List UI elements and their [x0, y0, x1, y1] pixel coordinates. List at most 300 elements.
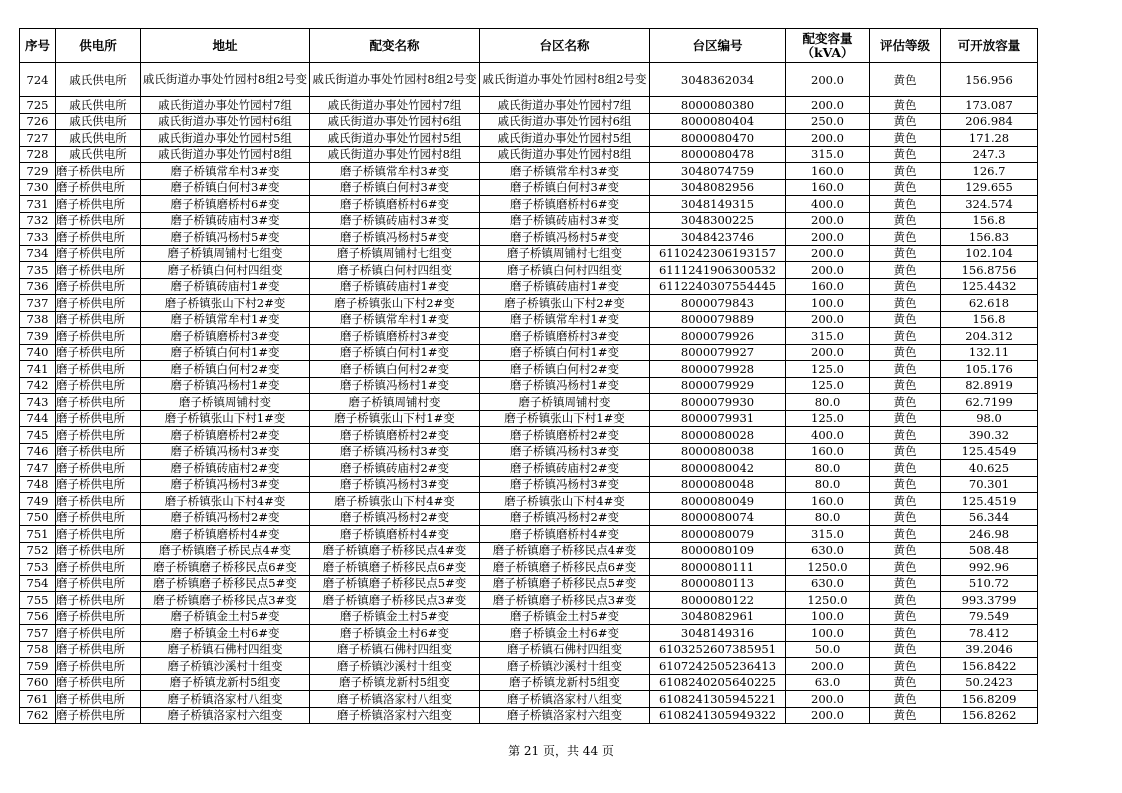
cell-open-capacity: 156.8756: [941, 262, 1038, 279]
cell-address: 磨子桥镇砖庙村1#变: [141, 278, 310, 295]
cell-area-name: 戚氏街道办事处竹园村6组: [480, 113, 650, 130]
cell-capacity: 80.0: [786, 394, 870, 411]
cell-area-id: 6112240307554445: [650, 278, 786, 295]
cell-transformer-name: 磨子桥镇冯杨村2#变: [310, 509, 480, 526]
cell-seq: 753: [20, 559, 56, 576]
cell-transformer-name: 磨子桥镇白何村3#变: [310, 179, 480, 196]
table-row: [20, 592, 1038, 609]
cell-transformer-name: 戚氏街道办事处竹园村8组2号变: [310, 63, 480, 97]
cell-open-capacity: 206.984: [941, 113, 1038, 130]
cell-open-capacity: 56.344: [941, 509, 1038, 526]
cell-address: 磨子桥镇冯杨村2#变: [141, 509, 310, 526]
cell-area-id: 8000080042: [650, 460, 786, 477]
cell-rating: 黄色: [870, 592, 941, 609]
cell-area-id: 8000080470: [650, 130, 786, 147]
cell-open-capacity: 156.956: [941, 63, 1038, 97]
cell-area-id: 8000080113: [650, 575, 786, 592]
table-row: [20, 146, 1038, 163]
table-row: [20, 542, 1038, 559]
header-row: [20, 29, 1038, 63]
cell-seq: 736: [20, 278, 56, 295]
cell-capacity: 80.0: [786, 509, 870, 526]
cell-station: 磨子桥供电所: [56, 410, 141, 427]
cell-rating: 黄色: [870, 245, 941, 262]
cell-transformer-name: 磨子桥镇砖庙村1#变: [310, 278, 480, 295]
cell-seq: 739: [20, 328, 56, 345]
cell-capacity: 315.0: [786, 328, 870, 345]
cell-area-name: 磨子桥镇常牟村1#变: [480, 311, 650, 328]
cell-capacity: 200.0: [786, 691, 870, 708]
cell-area-id: 3048423746: [650, 229, 786, 246]
cell-address: 磨子桥镇冯杨村5#变: [141, 229, 310, 246]
cell-rating: 黄色: [870, 476, 941, 493]
table-row: [20, 278, 1038, 295]
cell-capacity: 200.0: [786, 97, 870, 114]
header-col-seq: 序号: [20, 29, 56, 63]
cell-rating: 黄色: [870, 394, 941, 411]
table-row: [20, 229, 1038, 246]
cell-seq: 737: [20, 295, 56, 312]
cell-open-capacity: 156.83: [941, 229, 1038, 246]
cell-capacity: 200.0: [786, 63, 870, 97]
cell-area-name: 磨子桥镇张山下村2#变: [480, 295, 650, 312]
cell-capacity: 100.0: [786, 608, 870, 625]
cell-station: 戚氏供电所: [56, 63, 141, 97]
cell-area-id: 6108241305949322: [650, 707, 786, 724]
cell-area-name: 磨子桥镇周铺村七组变: [480, 245, 650, 262]
cell-capacity: 200.0: [786, 658, 870, 675]
cell-station: 磨子桥供电所: [56, 394, 141, 411]
page-footer: 第 21 页，共 44 页: [508, 744, 614, 758]
cell-open-capacity: 78.412: [941, 625, 1038, 642]
cell-rating: 黄色: [870, 443, 941, 460]
cell-open-capacity: 126.7: [941, 163, 1038, 180]
cell-rating: 黄色: [870, 328, 941, 345]
cell-transformer-name: 磨子桥镇白何村2#变: [310, 361, 480, 378]
cell-transformer-name: 磨子桥镇常牟村3#变: [310, 163, 480, 180]
cell-capacity: 125.0: [786, 361, 870, 378]
cell-transformer-name: 磨子桥镇磨子桥移民点6#变: [310, 559, 480, 576]
table-row: [20, 443, 1038, 460]
cell-rating: 黄色: [870, 113, 941, 130]
cell-area-id: 3048082956: [650, 179, 786, 196]
cell-transformer-name: 磨子桥镇沙溪村十组变: [310, 658, 480, 675]
cell-area-id: 8000080028: [650, 427, 786, 444]
cell-transformer-name: 磨子桥镇砖庙村3#变: [310, 212, 480, 229]
cell-area-name: 磨子桥镇冯杨村3#变: [480, 443, 650, 460]
cell-station: 磨子桥供电所: [56, 377, 141, 394]
cell-area-id: 8000080079: [650, 526, 786, 543]
cell-area-name: 磨子桥镇磨子桥移民点4#变: [480, 542, 650, 559]
cell-station: 戚氏供电所: [56, 146, 141, 163]
cell-rating: 黄色: [870, 625, 941, 642]
cell-rating: 黄色: [870, 641, 941, 658]
cell-area-name: 磨子桥镇白何村3#变: [480, 179, 650, 196]
capacity-table: [19, 28, 1038, 724]
table-row: [20, 575, 1038, 592]
cell-area-name: 磨子桥镇磨桥村4#变: [480, 526, 650, 543]
header-col-transformer-name: 配变名称: [310, 29, 480, 63]
cell-open-capacity: 156.8262: [941, 707, 1038, 724]
cell-seq: 741: [20, 361, 56, 378]
cell-transformer-name: 磨子桥镇磨子桥移民点4#变: [310, 542, 480, 559]
table-row: [20, 658, 1038, 675]
cell-transformer-name: 磨子桥镇周铺村变: [310, 394, 480, 411]
cell-capacity: 100.0: [786, 625, 870, 642]
cell-area-id: 8000079930: [650, 394, 786, 411]
table-row: [20, 328, 1038, 345]
cell-area-name: 磨子桥镇张山下村1#变: [480, 410, 650, 427]
cell-address: 磨子桥镇常牟村3#变: [141, 163, 310, 180]
table-row: [20, 410, 1038, 427]
cell-open-capacity: 50.2423: [941, 674, 1038, 691]
cell-area-name: 磨子桥镇磨桥村2#变: [480, 427, 650, 444]
cell-area-id: 6111241906300532: [650, 262, 786, 279]
cell-transformer-name: 磨子桥镇石佛村四组变: [310, 641, 480, 658]
table-row: [20, 311, 1038, 328]
cell-open-capacity: 105.176: [941, 361, 1038, 378]
cell-station: 磨子桥供电所: [56, 658, 141, 675]
cell-area-name: 磨子桥镇周铺村变: [480, 394, 650, 411]
cell-address: 磨子桥镇白何村四组变: [141, 262, 310, 279]
cell-area-name: 磨子桥镇冯杨村5#变: [480, 229, 650, 246]
cell-area-id: 8000079843: [650, 295, 786, 312]
cell-rating: 黄色: [870, 163, 941, 180]
table-body: [20, 63, 1038, 724]
cell-open-capacity: 70.301: [941, 476, 1038, 493]
cell-seq: 724: [20, 63, 56, 97]
table-row: [20, 493, 1038, 510]
cell-area-id: 3048362034: [650, 63, 786, 97]
cell-area-name: 磨子桥镇白何村2#变: [480, 361, 650, 378]
cell-rating: 黄色: [870, 575, 941, 592]
cell-capacity: 125.0: [786, 377, 870, 394]
cell-open-capacity: 125.4432: [941, 278, 1038, 295]
cell-rating: 黄色: [870, 361, 941, 378]
cell-seq: 733: [20, 229, 56, 246]
cell-station: 磨子桥供电所: [56, 691, 141, 708]
cell-address: 磨子桥镇冯杨村1#变: [141, 377, 310, 394]
cell-capacity: 400.0: [786, 427, 870, 444]
cell-address: 磨子桥镇常牟村1#变: [141, 311, 310, 328]
cell-open-capacity: 40.625: [941, 460, 1038, 477]
cell-seq: 756: [20, 608, 56, 625]
cell-area-id: 3048074759: [650, 163, 786, 180]
cell-rating: 黄色: [870, 509, 941, 526]
cell-open-capacity: 132.11: [941, 344, 1038, 361]
cell-rating: 黄色: [870, 146, 941, 163]
cell-station: 磨子桥供电所: [56, 427, 141, 444]
cell-rating: 黄色: [870, 427, 941, 444]
cell-rating: 黄色: [870, 542, 941, 559]
table-row: [20, 163, 1038, 180]
cell-seq: 732: [20, 212, 56, 229]
cell-address: 磨子桥镇磨子桥移民点5#变: [141, 575, 310, 592]
cell-address: 磨子桥镇金土村6#变: [141, 625, 310, 642]
cell-transformer-name: 磨子桥镇白何村1#变: [310, 344, 480, 361]
cell-area-id: 8000080478: [650, 146, 786, 163]
cell-seq: 748: [20, 476, 56, 493]
cell-rating: 黄色: [870, 229, 941, 246]
cell-transformer-name: 戚氏街道办事处竹园村5组: [310, 130, 480, 147]
cell-area-id: 3048082961: [650, 608, 786, 625]
cell-open-capacity: 324.574: [941, 196, 1038, 213]
cell-station: 磨子桥供电所: [56, 526, 141, 543]
cell-transformer-name: 磨子桥镇冯杨村1#变: [310, 377, 480, 394]
cell-station: 磨子桥供电所: [56, 443, 141, 460]
cell-open-capacity: 156.8: [941, 212, 1038, 229]
cell-rating: 黄色: [870, 707, 941, 724]
cell-open-capacity: 992.96: [941, 559, 1038, 576]
cell-area-id: 8000079927: [650, 344, 786, 361]
cell-capacity: 200.0: [786, 245, 870, 262]
cell-area-name: 磨子桥镇常牟村3#变: [480, 163, 650, 180]
cell-transformer-name: 磨子桥镇张山下村2#变: [310, 295, 480, 312]
cell-capacity: 1250.0: [786, 559, 870, 576]
cell-rating: 黄色: [870, 97, 941, 114]
cell-station: 磨子桥供电所: [56, 262, 141, 279]
cell-seq: 762: [20, 707, 56, 724]
cell-address: 戚氏街道办事处竹园村8组: [141, 146, 310, 163]
cell-area-name: 磨子桥镇磨子桥移民点6#变: [480, 559, 650, 576]
cell-open-capacity: 129.655: [941, 179, 1038, 196]
cell-open-capacity: 82.8919: [941, 377, 1038, 394]
table-row: [20, 460, 1038, 477]
cell-address: 磨子桥镇磨桥村6#变: [141, 196, 310, 213]
cell-area-name: 磨子桥镇白何村1#变: [480, 344, 650, 361]
cell-station: 磨子桥供电所: [56, 295, 141, 312]
cell-area-id: 6110242306193157: [650, 245, 786, 262]
cell-area-id: 8000079929: [650, 377, 786, 394]
header-col-station: 供电所: [56, 29, 141, 63]
table-row: [20, 179, 1038, 196]
cell-address: 磨子桥镇张山下村2#变: [141, 295, 310, 312]
table-row: [20, 608, 1038, 625]
cell-seq: 728: [20, 146, 56, 163]
cell-area-id: 6108241305945221: [650, 691, 786, 708]
header-col-area-name: 台区名称: [480, 29, 650, 63]
cell-address: 戚氏街道办事处竹园村5组: [141, 130, 310, 147]
cell-rating: 黄色: [870, 179, 941, 196]
cell-station: 磨子桥供电所: [56, 592, 141, 609]
table-row: [20, 427, 1038, 444]
cell-seq: 742: [20, 377, 56, 394]
cell-area-name: 磨子桥镇砖庙村1#变: [480, 278, 650, 295]
cell-station: 戚氏供电所: [56, 97, 141, 114]
table-row: [20, 674, 1038, 691]
cell-seq: 731: [20, 196, 56, 213]
cell-open-capacity: 510.72: [941, 575, 1038, 592]
cell-rating: 黄色: [870, 460, 941, 477]
cell-seq: 758: [20, 641, 56, 658]
cell-open-capacity: 247.3: [941, 146, 1038, 163]
cell-seq: 727: [20, 130, 56, 147]
cell-rating: 黄色: [870, 674, 941, 691]
cell-area-id: 8000080038: [650, 443, 786, 460]
cell-address: 磨子桥镇砖庙村3#变: [141, 212, 310, 229]
cell-open-capacity: 79.549: [941, 608, 1038, 625]
cell-area-name: 磨子桥镇沙溪村十组变: [480, 658, 650, 675]
cell-seq: 744: [20, 410, 56, 427]
cell-seq: 760: [20, 674, 56, 691]
table-row: [20, 377, 1038, 394]
cell-open-capacity: 156.8209: [941, 691, 1038, 708]
cell-seq: 761: [20, 691, 56, 708]
table-row: [20, 509, 1038, 526]
cell-capacity: 630.0: [786, 575, 870, 592]
cell-capacity: 80.0: [786, 460, 870, 477]
cell-seq: 734: [20, 245, 56, 262]
cell-address: 磨子桥镇磨子桥移民点6#变: [141, 559, 310, 576]
cell-seq: 755: [20, 592, 56, 609]
table-row: [20, 476, 1038, 493]
cell-rating: 黄色: [870, 493, 941, 510]
cell-address: 磨子桥镇磨桥村3#变: [141, 328, 310, 345]
cell-seq: 757: [20, 625, 56, 642]
cell-open-capacity: 39.2046: [941, 641, 1038, 658]
cell-address: 磨子桥镇磨桥村4#变: [141, 526, 310, 543]
cell-rating: 黄色: [870, 63, 941, 97]
table-row: [20, 97, 1038, 114]
cell-transformer-name: 磨子桥镇磨子桥移民点3#变: [310, 592, 480, 609]
cell-station: 磨子桥供电所: [56, 212, 141, 229]
cell-area-name: 磨子桥镇磨子桥移民点5#变: [480, 575, 650, 592]
table-row: [20, 212, 1038, 229]
cell-capacity: 200.0: [786, 344, 870, 361]
cell-seq: 738: [20, 311, 56, 328]
cell-area-id: 8000080109: [650, 542, 786, 559]
cell-transformer-name: 磨子桥镇张山下村4#变: [310, 493, 480, 510]
cell-address: 磨子桥镇磨子桥移民点3#变: [141, 592, 310, 609]
table-row: [20, 113, 1038, 130]
cell-area-id: 3048149316: [650, 625, 786, 642]
cell-area-name: 戚氏街道办事处竹园村7组: [480, 97, 650, 114]
cell-address: 磨子桥镇白何村3#变: [141, 179, 310, 196]
table-row: [20, 262, 1038, 279]
cell-transformer-name: 戚氏街道办事处竹园村7组: [310, 97, 480, 114]
cell-capacity: 200.0: [786, 262, 870, 279]
cell-area-id: 8000079889: [650, 311, 786, 328]
cell-area-name: 戚氏街道办事处竹园村5组: [480, 130, 650, 147]
cell-transformer-name: 磨子桥镇磨桥村2#变: [310, 427, 480, 444]
table-row: [20, 625, 1038, 642]
cell-capacity: 200.0: [786, 229, 870, 246]
cell-capacity: 200.0: [786, 130, 870, 147]
cell-transformer-name: 磨子桥镇张山下村1#变: [310, 410, 480, 427]
cell-transformer-name: 戚氏街道办事处竹园村6组: [310, 113, 480, 130]
cell-rating: 黄色: [870, 410, 941, 427]
cell-address: 磨子桥镇洛家村六组变: [141, 707, 310, 724]
table-row: [20, 641, 1038, 658]
cell-area-id: 8000079931: [650, 410, 786, 427]
cell-rating: 黄色: [870, 608, 941, 625]
cell-capacity: 250.0: [786, 113, 870, 130]
cell-rating: 黄色: [870, 295, 941, 312]
cell-area-name: 磨子桥镇白何村四组变: [480, 262, 650, 279]
cell-rating: 黄色: [870, 526, 941, 543]
cell-area-name: 磨子桥镇洛家村六组变: [480, 707, 650, 724]
cell-rating: 黄色: [870, 130, 941, 147]
cell-station: 磨子桥供电所: [56, 179, 141, 196]
cell-open-capacity: 102.104: [941, 245, 1038, 262]
cell-transformer-name: 磨子桥镇磨桥村3#变: [310, 328, 480, 345]
cell-area-name: 磨子桥镇磨桥村3#变: [480, 328, 650, 345]
cell-capacity: 160.0: [786, 443, 870, 460]
cell-rating: 黄色: [870, 658, 941, 675]
cell-area-id: 8000080111: [650, 559, 786, 576]
cell-seq: 725: [20, 97, 56, 114]
cell-station: 磨子桥供电所: [56, 625, 141, 642]
cell-address: 磨子桥镇磨桥村2#变: [141, 427, 310, 444]
cell-capacity: 125.0: [786, 410, 870, 427]
cell-area-name: 磨子桥镇冯杨村3#变: [480, 476, 650, 493]
cell-transformer-name: 磨子桥镇龙新村5组变: [310, 674, 480, 691]
cell-capacity: 160.0: [786, 163, 870, 180]
header-col-capacity: 配变容量（kVA）: [786, 29, 870, 63]
cell-station: 磨子桥供电所: [56, 328, 141, 345]
cell-area-id: 3048149315: [650, 196, 786, 213]
cell-area-name: 磨子桥镇冯杨村1#变: [480, 377, 650, 394]
cell-address: 磨子桥镇冯杨村3#变: [141, 476, 310, 493]
cell-seq: 754: [20, 575, 56, 592]
cell-station: 磨子桥供电所: [56, 361, 141, 378]
cell-address: 戚氏街道办事处竹园村6组: [141, 113, 310, 130]
table-row: [20, 526, 1038, 543]
cell-area-id: 8000080122: [650, 592, 786, 609]
cell-rating: 黄色: [870, 212, 941, 229]
cell-station: 磨子桥供电所: [56, 344, 141, 361]
cell-transformer-name: 磨子桥镇磨桥村6#变: [310, 196, 480, 213]
cell-area-name: 磨子桥镇冯杨村2#变: [480, 509, 650, 526]
cell-open-capacity: 171.28: [941, 130, 1038, 147]
cell-area-id: 6103252607385951: [650, 641, 786, 658]
cell-station: 磨子桥供电所: [56, 707, 141, 724]
cell-station: 磨子桥供电所: [56, 163, 141, 180]
cell-open-capacity: 156.8422: [941, 658, 1038, 675]
header-col-open-capacity: 可开放容量: [941, 29, 1038, 63]
cell-station: 磨子桥供电所: [56, 245, 141, 262]
cell-transformer-name: 磨子桥镇洛家村八组变: [310, 691, 480, 708]
cell-transformer-name: 磨子桥镇磨子桥移民点5#变: [310, 575, 480, 592]
cell-transformer-name: 磨子桥镇砖庙村2#变: [310, 460, 480, 477]
cell-station: 磨子桥供电所: [56, 311, 141, 328]
cell-station: 磨子桥供电所: [56, 460, 141, 477]
cell-station: 磨子桥供电所: [56, 608, 141, 625]
cell-address: 磨子桥镇张山下村4#变: [141, 493, 310, 510]
cell-capacity: 80.0: [786, 476, 870, 493]
cell-address: 磨子桥镇白何村1#变: [141, 344, 310, 361]
cell-area-name: 戚氏街道办事处竹园村8组: [480, 146, 650, 163]
cell-seq: 759: [20, 658, 56, 675]
cell-rating: 黄色: [870, 559, 941, 576]
cell-open-capacity: 98.0: [941, 410, 1038, 427]
cell-area-name: 戚氏街道办事处竹园村8组2号变: [480, 63, 650, 97]
cell-address: 磨子桥镇龙新村5组变: [141, 674, 310, 691]
cell-address: 磨子桥镇砖庙村2#变: [141, 460, 310, 477]
cell-area-name: 磨子桥镇砖庙村3#变: [480, 212, 650, 229]
cell-capacity: 200.0: [786, 212, 870, 229]
cell-transformer-name: 磨子桥镇冯杨村3#变: [310, 476, 480, 493]
cell-address: 磨子桥镇冯杨村3#变: [141, 443, 310, 460]
cell-open-capacity: 390.32: [941, 427, 1038, 444]
cell-rating: 黄色: [870, 262, 941, 279]
cell-transformer-name: 磨子桥镇磨桥村4#变: [310, 526, 480, 543]
cell-open-capacity: 204.312: [941, 328, 1038, 345]
cell-seq: 726: [20, 113, 56, 130]
cell-area-id: 8000080380: [650, 97, 786, 114]
cell-capacity: 200.0: [786, 311, 870, 328]
cell-station: 磨子桥供电所: [56, 509, 141, 526]
